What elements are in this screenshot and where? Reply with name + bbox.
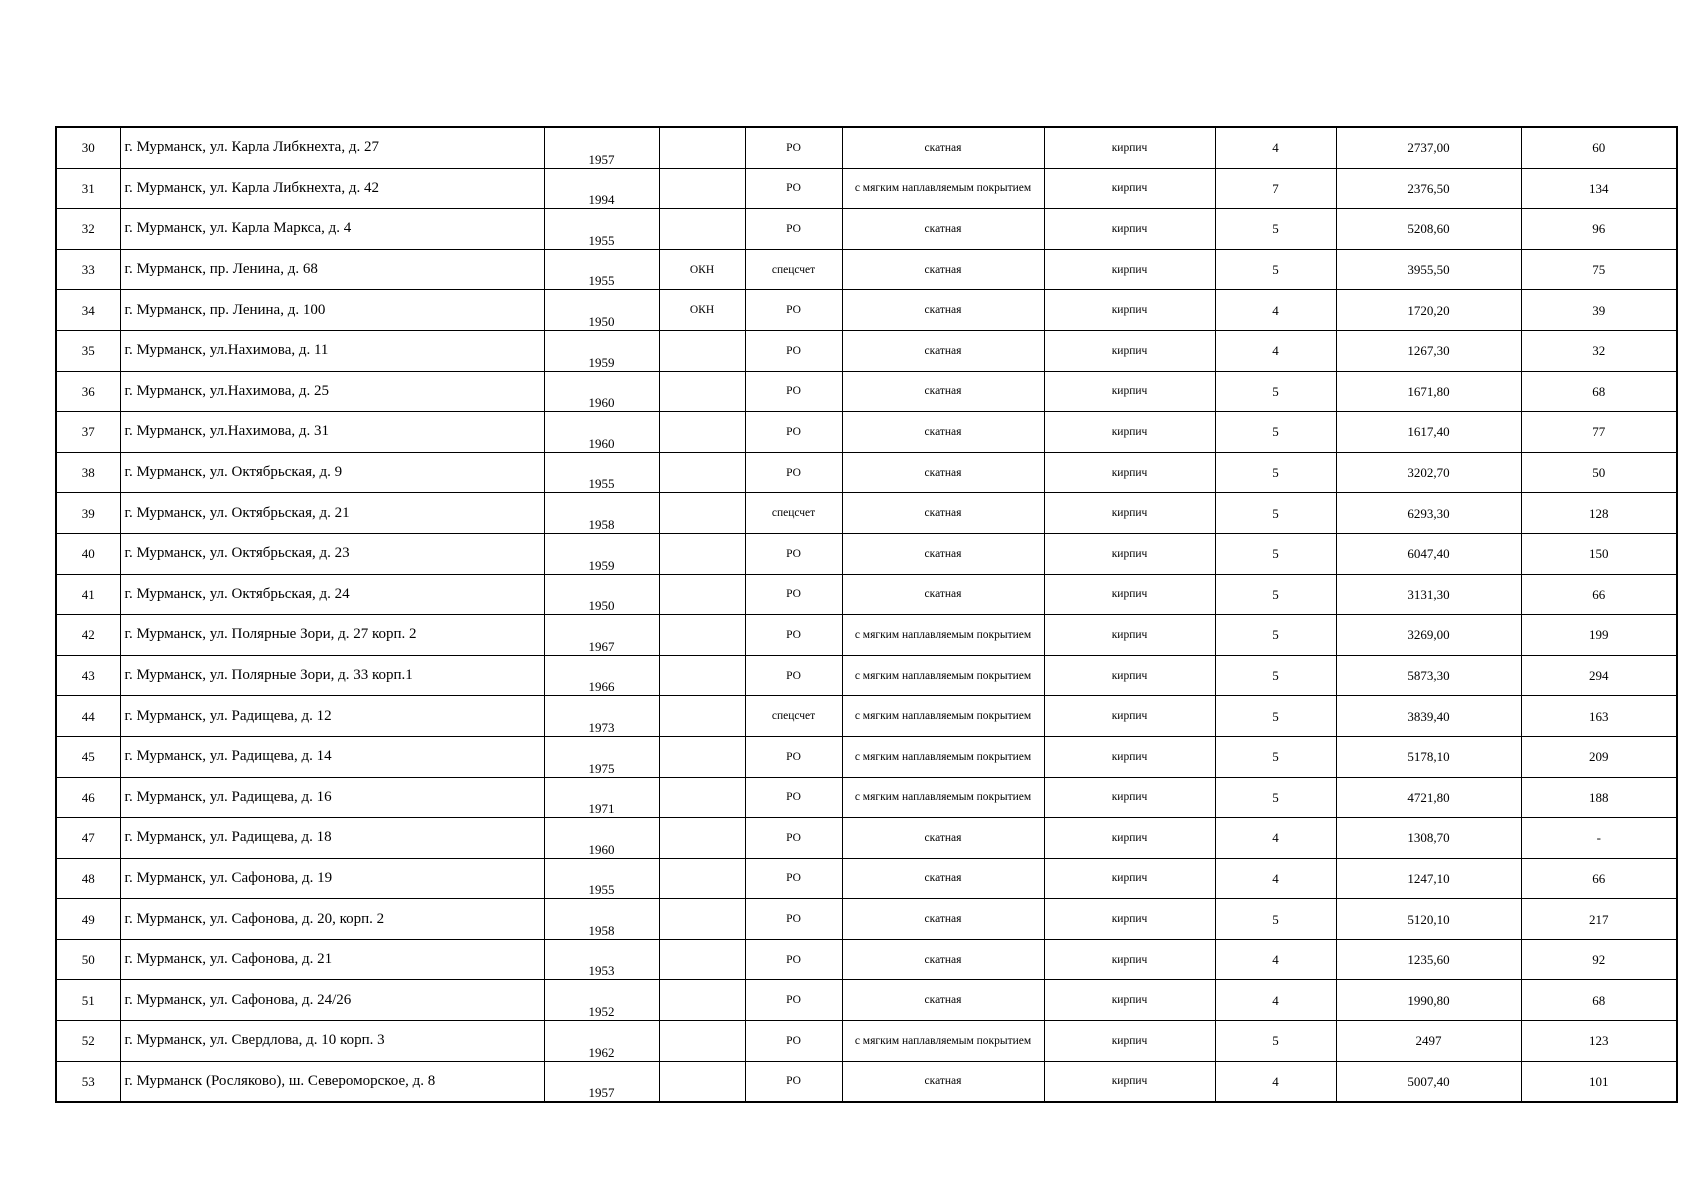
fund-method-cell: РО: [745, 533, 842, 574]
apartments-cell: -: [1521, 818, 1677, 859]
row-number-cell: 49: [56, 899, 120, 940]
apartments-cell: 32: [1521, 330, 1677, 371]
year-built-cell: 1950: [544, 574, 659, 615]
floors-cell: 5: [1215, 493, 1336, 534]
row-number-cell: 35: [56, 330, 120, 371]
address-cell: г. Мурманск, ул. Полярные Зори, д. 33 корп.1: [120, 655, 544, 696]
area-cell: 6047,40: [1336, 533, 1521, 574]
area-cell: 5178,10: [1336, 736, 1521, 777]
address-cell: г. Мурманск, ул. Карла Либкнехта, д. 27: [120, 127, 544, 168]
table-row: [56, 330, 1677, 371]
floors-cell: 5: [1215, 736, 1336, 777]
area-cell: 1671,80: [1336, 371, 1521, 412]
row-number-cell: 51: [56, 980, 120, 1021]
area-cell: 6293,30: [1336, 493, 1521, 534]
floors-cell: 4: [1215, 1061, 1336, 1102]
fund-method-cell: РО: [745, 615, 842, 656]
table-row: [56, 249, 1677, 290]
table-row: [56, 777, 1677, 818]
row-number-cell: 47: [56, 818, 120, 859]
wall-material-cell: кирпич: [1044, 209, 1215, 250]
row-number-cell: 33: [56, 249, 120, 290]
row-number-cell: 34: [56, 290, 120, 331]
address-cell: г. Мурманск, ул.Нахимова, д. 31: [120, 412, 544, 453]
row-number-cell: 48: [56, 858, 120, 899]
area-cell: 3202,70: [1336, 452, 1521, 493]
apartments-cell: 39: [1521, 290, 1677, 331]
apartments-cell: 217: [1521, 899, 1677, 940]
row-number-cell: 44: [56, 696, 120, 737]
fund-method-cell: РО: [745, 980, 842, 1021]
wall-material-cell: кирпич: [1044, 574, 1215, 615]
row-number-cell: 52: [56, 1021, 120, 1062]
roof-type-cell: скатная: [842, 858, 1044, 899]
apartments-cell: 50: [1521, 452, 1677, 493]
heritage-status-cell: [659, 168, 745, 209]
roof-type-cell: скатная: [842, 452, 1044, 493]
table-row: [56, 980, 1677, 1021]
year-built-cell: 1950: [544, 290, 659, 331]
year-built-cell: 1953: [544, 939, 659, 980]
year-built-cell: 1955: [544, 858, 659, 899]
fund-method-cell: РО: [745, 452, 842, 493]
apartments-cell: 123: [1521, 1021, 1677, 1062]
year-built-cell: 1966: [544, 655, 659, 696]
area-cell: 3839,40: [1336, 696, 1521, 737]
heritage-status-cell: [659, 980, 745, 1021]
roof-type-cell: скатная: [842, 1061, 1044, 1102]
heritage-status-cell: [659, 777, 745, 818]
year-built-cell: 1975: [544, 736, 659, 777]
table-row: [56, 1021, 1677, 1062]
wall-material-cell: кирпич: [1044, 696, 1215, 737]
address-cell: г. Мурманск, ул.Нахимова, д. 11: [120, 330, 544, 371]
apartments-cell: 60: [1521, 127, 1677, 168]
fund-method-cell: РО: [745, 371, 842, 412]
area-cell: 1308,70: [1336, 818, 1521, 859]
fund-method-cell: РО: [745, 858, 842, 899]
wall-material-cell: кирпич: [1044, 980, 1215, 1021]
wall-material-cell: кирпич: [1044, 412, 1215, 453]
table-row: [56, 168, 1677, 209]
roof-type-cell: скатная: [842, 412, 1044, 453]
apartments-cell: 188: [1521, 777, 1677, 818]
area-cell: 5208,60: [1336, 209, 1521, 250]
year-built-cell: 1957: [544, 1061, 659, 1102]
year-built-cell: 1994: [544, 168, 659, 209]
wall-material-cell: кирпич: [1044, 939, 1215, 980]
heritage-status-cell: [659, 899, 745, 940]
year-built-cell: 1955: [544, 209, 659, 250]
area-cell: 5873,30: [1336, 655, 1521, 696]
row-number-cell: 31: [56, 168, 120, 209]
address-cell: г. Мурманск, ул. Сафонова, д. 24/26: [120, 980, 544, 1021]
fund-method-cell: РО: [745, 818, 842, 859]
area-cell: 5007,40: [1336, 1061, 1521, 1102]
address-cell: г. Мурманск (Росляково), ш. Североморское, д. 8: [120, 1061, 544, 1102]
wall-material-cell: кирпич: [1044, 655, 1215, 696]
heritage-status-cell: ОКН: [659, 249, 745, 290]
wall-material-cell: кирпич: [1044, 1061, 1215, 1102]
table-row: [56, 736, 1677, 777]
table-row: [56, 899, 1677, 940]
heritage-status-cell: [659, 493, 745, 534]
heritage-status-cell: [659, 655, 745, 696]
area-cell: 1235,60: [1336, 939, 1521, 980]
roof-type-cell: скатная: [842, 899, 1044, 940]
area-cell: 4721,80: [1336, 777, 1521, 818]
address-cell: г. Мурманск, ул. Сафонова, д. 19: [120, 858, 544, 899]
table-row: [56, 615, 1677, 656]
floors-cell: 5: [1215, 574, 1336, 615]
table-row: [56, 412, 1677, 453]
heritage-status-cell: [659, 736, 745, 777]
area-cell: 1990,80: [1336, 980, 1521, 1021]
fund-method-cell: РО: [745, 655, 842, 696]
apartments-cell: 101: [1521, 1061, 1677, 1102]
year-built-cell: 1957: [544, 127, 659, 168]
row-number-cell: 30: [56, 127, 120, 168]
fund-method-cell: РО: [745, 209, 842, 250]
roof-type-cell: скатная: [842, 939, 1044, 980]
fund-method-cell: РО: [745, 899, 842, 940]
fund-method-cell: РО: [745, 290, 842, 331]
roof-type-cell: скатная: [842, 127, 1044, 168]
roof-type-cell: скатная: [842, 371, 1044, 412]
apartments-cell: 77: [1521, 412, 1677, 453]
area-cell: 1247,10: [1336, 858, 1521, 899]
table-row: [56, 127, 1677, 168]
year-built-cell: 1960: [544, 412, 659, 453]
floors-cell: 5: [1215, 777, 1336, 818]
floors-cell: 5: [1215, 249, 1336, 290]
address-cell: г. Мурманск, ул. Сафонова, д. 20, корп. 2: [120, 899, 544, 940]
address-cell: г. Мурманск, ул. Октябрьская, д. 23: [120, 533, 544, 574]
address-cell: г. Мурманск, ул. Сафонова, д. 21: [120, 939, 544, 980]
floors-cell: 5: [1215, 533, 1336, 574]
apartments-cell: 66: [1521, 858, 1677, 899]
year-built-cell: 1959: [544, 533, 659, 574]
floors-cell: 4: [1215, 290, 1336, 331]
roof-type-cell: скатная: [842, 818, 1044, 859]
area-cell: 2497: [1336, 1021, 1521, 1062]
wall-material-cell: кирпич: [1044, 493, 1215, 534]
heritage-status-cell: [659, 412, 745, 453]
row-number-cell: 41: [56, 574, 120, 615]
roof-type-cell: с мягким наплавляемым покрытием: [842, 1021, 1044, 1062]
year-built-cell: 1973: [544, 696, 659, 737]
heritage-status-cell: [659, 209, 745, 250]
table-row: [56, 209, 1677, 250]
fund-method-cell: РО: [745, 736, 842, 777]
area-cell: 1617,40: [1336, 412, 1521, 453]
floors-cell: 4: [1215, 980, 1336, 1021]
area-cell: 2737,00: [1336, 127, 1521, 168]
wall-material-cell: кирпич: [1044, 533, 1215, 574]
year-built-cell: 1955: [544, 452, 659, 493]
year-built-cell: 1967: [544, 615, 659, 656]
heritage-status-cell: [659, 615, 745, 656]
apartments-cell: 134: [1521, 168, 1677, 209]
floors-cell: 5: [1215, 371, 1336, 412]
address-cell: г. Мурманск, ул. Радищева, д. 18: [120, 818, 544, 859]
wall-material-cell: кирпич: [1044, 777, 1215, 818]
heritage-status-cell: [659, 533, 745, 574]
roof-type-cell: скатная: [842, 330, 1044, 371]
fund-method-cell: РО: [745, 127, 842, 168]
wall-material-cell: кирпич: [1044, 290, 1215, 331]
row-number-cell: 38: [56, 452, 120, 493]
address-cell: г. Мурманск, ул. Карла Либкнехта, д. 42: [120, 168, 544, 209]
address-cell: г. Мурманск, ул. Полярные Зори, д. 27 корп. 2: [120, 615, 544, 656]
wall-material-cell: кирпич: [1044, 168, 1215, 209]
wall-material-cell: кирпич: [1044, 615, 1215, 656]
heritage-status-cell: [659, 574, 745, 615]
row-number-cell: 46: [56, 777, 120, 818]
table-row: [56, 371, 1677, 412]
roof-type-cell: скатная: [842, 209, 1044, 250]
roof-type-cell: скатная: [842, 249, 1044, 290]
year-built-cell: 1962: [544, 1021, 659, 1062]
fund-method-cell: РО: [745, 574, 842, 615]
table-row: [56, 533, 1677, 574]
address-cell: г. Мурманск, ул. Свердлова, д. 10 корп. 3: [120, 1021, 544, 1062]
table-row: [56, 452, 1677, 493]
wall-material-cell: кирпич: [1044, 858, 1215, 899]
table-row: [56, 818, 1677, 859]
floors-cell: 5: [1215, 1021, 1336, 1062]
year-built-cell: 1958: [544, 899, 659, 940]
area-cell: 5120,10: [1336, 899, 1521, 940]
year-built-cell: 1971: [544, 777, 659, 818]
row-number-cell: 39: [56, 493, 120, 534]
address-cell: г. Мурманск, пр. Ленина, д. 100: [120, 290, 544, 331]
floors-cell: 5: [1215, 615, 1336, 656]
row-number-cell: 53: [56, 1061, 120, 1102]
heritage-status-cell: [659, 696, 745, 737]
address-cell: г. Мурманск, ул. Радищева, д. 12: [120, 696, 544, 737]
area-cell: 3955,50: [1336, 249, 1521, 290]
roof-type-cell: с мягким наплавляемым покрытием: [842, 655, 1044, 696]
year-built-cell: 1960: [544, 371, 659, 412]
wall-material-cell: кирпич: [1044, 818, 1215, 859]
fund-method-cell: РО: [745, 1021, 842, 1062]
fund-method-cell: РО: [745, 412, 842, 453]
roof-type-cell: скатная: [842, 493, 1044, 534]
area-cell: 2376,50: [1336, 168, 1521, 209]
heritage-status-cell: [659, 452, 745, 493]
table-row: [56, 939, 1677, 980]
roof-type-cell: скатная: [842, 533, 1044, 574]
address-cell: г. Мурманск, пр. Ленина, д. 68: [120, 249, 544, 290]
wall-material-cell: кирпич: [1044, 371, 1215, 412]
apartments-cell: 199: [1521, 615, 1677, 656]
fund-method-cell: РО: [745, 168, 842, 209]
fund-method-cell: РО: [745, 777, 842, 818]
row-number-cell: 45: [56, 736, 120, 777]
row-number-cell: 36: [56, 371, 120, 412]
table-row: [56, 574, 1677, 615]
floors-cell: 5: [1215, 696, 1336, 737]
floors-cell: 4: [1215, 818, 1336, 859]
wall-material-cell: кирпич: [1044, 330, 1215, 371]
roof-type-cell: с мягким наплавляемым покрытием: [842, 696, 1044, 737]
year-built-cell: 1959: [544, 330, 659, 371]
apartments-cell: 75: [1521, 249, 1677, 290]
floors-cell: 7: [1215, 168, 1336, 209]
row-number-cell: 42: [56, 615, 120, 656]
area-cell: 1720,20: [1336, 290, 1521, 331]
apartments-cell: 163: [1521, 696, 1677, 737]
floors-cell: 5: [1215, 899, 1336, 940]
roof-type-cell: с мягким наплавляемым покрытием: [842, 168, 1044, 209]
apartments-cell: 68: [1521, 980, 1677, 1021]
row-number-cell: 40: [56, 533, 120, 574]
table-row: [56, 858, 1677, 899]
roof-type-cell: скатная: [842, 574, 1044, 615]
apartments-cell: 294: [1521, 655, 1677, 696]
area-cell: 1267,30: [1336, 330, 1521, 371]
heritage-status-cell: [659, 1061, 745, 1102]
table-row: [56, 1061, 1677, 1102]
year-built-cell: 1960: [544, 818, 659, 859]
floors-cell: 5: [1215, 655, 1336, 696]
heritage-status-cell: ОКН: [659, 290, 745, 331]
apartments-cell: 96: [1521, 209, 1677, 250]
row-number-cell: 37: [56, 412, 120, 453]
address-cell: г. Мурманск, ул. Карла Маркса, д. 4: [120, 209, 544, 250]
row-number-cell: 32: [56, 209, 120, 250]
roof-type-cell: с мягким наплавляемым покрытием: [842, 777, 1044, 818]
address-cell: г. Мурманск, ул. Октябрьская, д. 9: [120, 452, 544, 493]
floors-cell: 5: [1215, 452, 1336, 493]
fund-method-cell: спецсчет: [745, 493, 842, 534]
floors-cell: 4: [1215, 858, 1336, 899]
fund-method-cell: спецсчет: [745, 696, 842, 737]
table-row: [56, 655, 1677, 696]
heritage-status-cell: [659, 939, 745, 980]
address-cell: г. Мурманск, ул. Октябрьская, д. 21: [120, 493, 544, 534]
heritage-status-cell: [659, 858, 745, 899]
heritage-status-cell: [659, 127, 745, 168]
floors-cell: 5: [1215, 412, 1336, 453]
roof-type-cell: скатная: [842, 290, 1044, 331]
housing-register-table: [55, 126, 1678, 1103]
floors-cell: 5: [1215, 209, 1336, 250]
wall-material-cell: кирпич: [1044, 127, 1215, 168]
table-body: [56, 127, 1677, 1102]
fund-method-cell: РО: [745, 939, 842, 980]
wall-material-cell: кирпич: [1044, 452, 1215, 493]
wall-material-cell: кирпич: [1044, 736, 1215, 777]
floors-cell: 4: [1215, 330, 1336, 371]
fund-method-cell: РО: [745, 330, 842, 371]
floors-cell: 4: [1215, 939, 1336, 980]
address-cell: г. Мурманск, ул.Нахимова, д. 25: [120, 371, 544, 412]
roof-type-cell: скатная: [842, 980, 1044, 1021]
address-cell: г. Мурманск, ул. Радищева, д. 14: [120, 736, 544, 777]
table-row: [56, 493, 1677, 534]
apartments-cell: 128: [1521, 493, 1677, 534]
floors-cell: 4: [1215, 127, 1336, 168]
row-number-cell: 50: [56, 939, 120, 980]
year-built-cell: 1958: [544, 493, 659, 534]
heritage-status-cell: [659, 818, 745, 859]
apartments-cell: 92: [1521, 939, 1677, 980]
apartments-cell: 150: [1521, 533, 1677, 574]
heritage-status-cell: [659, 371, 745, 412]
roof-type-cell: с мягким наплавляемым покрытием: [842, 615, 1044, 656]
row-number-cell: 43: [56, 655, 120, 696]
fund-method-cell: спецсчет: [745, 249, 842, 290]
address-cell: г. Мурманск, ул. Радищева, д. 16: [120, 777, 544, 818]
apartments-cell: 66: [1521, 574, 1677, 615]
apartments-cell: 68: [1521, 371, 1677, 412]
roof-type-cell: с мягким наплавляемым покрытием: [842, 736, 1044, 777]
year-built-cell: 1952: [544, 980, 659, 1021]
wall-material-cell: кирпич: [1044, 249, 1215, 290]
table-row: [56, 290, 1677, 331]
wall-material-cell: кирпич: [1044, 1021, 1215, 1062]
apartments-cell: 209: [1521, 736, 1677, 777]
heritage-status-cell: [659, 330, 745, 371]
area-cell: 3269,00: [1336, 615, 1521, 656]
heritage-status-cell: [659, 1021, 745, 1062]
fund-method-cell: РО: [745, 1061, 842, 1102]
address-cell: г. Мурманск, ул. Октябрьская, д. 24: [120, 574, 544, 615]
table-row: [56, 696, 1677, 737]
wall-material-cell: кирпич: [1044, 899, 1215, 940]
year-built-cell: 1955: [544, 249, 659, 290]
area-cell: 3131,30: [1336, 574, 1521, 615]
